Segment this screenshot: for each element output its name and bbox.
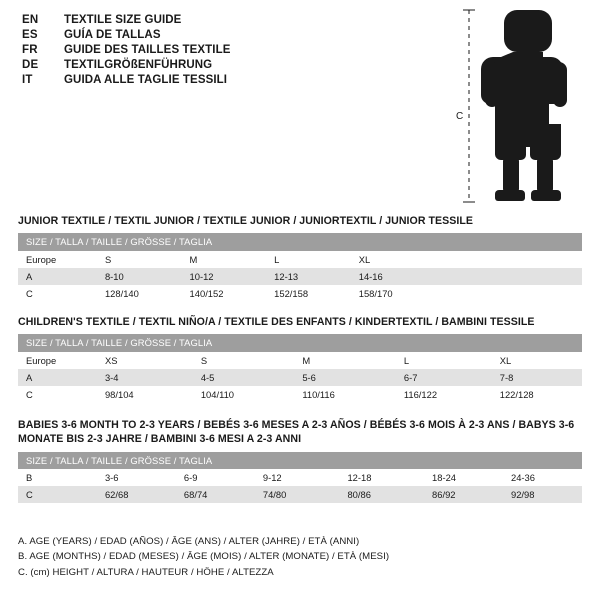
cell: 3-6 (97, 469, 176, 486)
cell: 140/152 (182, 285, 267, 302)
table-row (18, 469, 582, 486)
table-row (18, 386, 582, 403)
cell: 116/122 (396, 386, 492, 403)
cell: 12-13 (266, 268, 351, 285)
cell: 5-6 (294, 369, 396, 386)
size-table-children (18, 334, 582, 403)
cell: 158/170 (351, 285, 436, 302)
section-children-textile (18, 315, 582, 403)
cell: 14-16 (351, 268, 436, 285)
row-label: C (18, 285, 97, 302)
table-header-row (18, 452, 582, 469)
table-row (18, 369, 582, 386)
cell: 80/86 (339, 486, 424, 503)
table-header-label: SIZE / TALLA / TAILLE / GRÖSSE / TAGLIA (18, 334, 582, 351)
cell: 9-12 (255, 469, 340, 486)
cell: 6-7 (396, 369, 492, 386)
cell-empty (435, 285, 582, 302)
header-title-it: GUIDA ALLE TAGLIE TESSILI (64, 74, 228, 86)
header-row (22, 44, 442, 56)
cell: XS (97, 352, 193, 369)
cell: 92/98 (503, 486, 582, 503)
table-header-row (18, 334, 582, 351)
table-row (18, 352, 582, 369)
cell: 74/80 (255, 486, 340, 503)
header-lang-code: EN (22, 14, 39, 26)
row-label: Europe (18, 352, 97, 369)
row-label: C (18, 386, 97, 403)
cell: 3-4 (97, 369, 193, 386)
header-title-fr: GUIDE DES TAILLES TEXTILE (64, 44, 231, 56)
row-label: Europe (18, 251, 97, 268)
section-title: BABIES 3-6 MONTH TO 2-3 YEARS / BEBÉS 3-6 MESES A 2-3 AÑOS / BÉBÉS 3-6 MOIS À 2-3 ANS / BABYS 3-6 MONATE BIS 2-3 JAHRE / BAMBINI 3-6 MESI A 2-3 ANNI (18, 419, 575, 446)
header-lang-code: DE (22, 59, 39, 71)
cell: 10-12 (182, 268, 267, 285)
row-label: A (18, 268, 97, 285)
header-row (22, 14, 442, 26)
footnote-height: C. (cm) HEIGHT / ALTURA / HAUTEUR / HÖHE / ALTEZZA (18, 566, 274, 578)
cell: 128/140 (97, 285, 182, 302)
row-label: B (18, 469, 97, 486)
header-row (22, 59, 442, 71)
cell: 104/110 (193, 386, 295, 403)
section-junior-textile (18, 214, 582, 302)
cell: 98/104 (97, 386, 193, 403)
header-lang-code: ES (22, 29, 38, 41)
header-lang-code: IT (22, 74, 33, 86)
cell: M (182, 251, 267, 268)
figure-height-label: C (456, 111, 464, 122)
section-title: CHILDREN'S TEXTILE / TEXTIL NIÑO/A / TEXTILE DES ENFANTS / KINDERTEXTIL / BAMBINI TESSILE (18, 316, 535, 328)
table-header-label: SIZE / TALLA / TAILLE / GRÖSSE / TAGLIA (18, 452, 582, 469)
cell: S (193, 352, 295, 369)
cell: 24-36 (503, 469, 582, 486)
cell: XL (351, 251, 436, 268)
header-lang-code: FR (22, 44, 38, 56)
cell: 18-24 (424, 469, 503, 486)
section-babies-textile (18, 418, 582, 503)
table-row (18, 251, 582, 268)
cell: 152/158 (266, 285, 351, 302)
cell: L (396, 352, 492, 369)
cell: 62/68 (97, 486, 176, 503)
cell: 68/74 (176, 486, 255, 503)
table-row (18, 285, 582, 302)
cell: L (266, 251, 351, 268)
footnote-age-months: B. AGE (MONTHS) / EDAD (MESES) / ÂGE (MOIS) / ALTER (MONATE) / ETÀ (MESI) (18, 551, 390, 563)
table-header-row (18, 233, 582, 250)
header-row (22, 74, 442, 86)
cell: 86/92 (424, 486, 503, 503)
table-row (18, 486, 582, 503)
section-title: JUNIOR TEXTILE / TEXTIL JUNIOR / TEXTILE JUNIOR / JUNIORTEXTIL / JUNIOR TESSILE (18, 215, 474, 227)
row-label: A (18, 369, 97, 386)
size-table-junior (18, 233, 582, 302)
cell: 6-9 (176, 469, 255, 486)
cell: 122/128 (492, 386, 582, 403)
footnote-age-years: A. AGE (YEARS) / EDAD (AÑOS) / ÂGE (ANS) / ALTER (JAHRE) / ETÀ (ANNI) (18, 536, 360, 547)
header-title-es: GUÍA DE TALLAS (64, 29, 161, 41)
row-label: C (18, 486, 97, 503)
cell: 7-8 (492, 369, 582, 386)
header-title-en: TEXTILE SIZE GUIDE (64, 14, 182, 26)
cell: 4-5 (193, 369, 295, 386)
size-table-babies (18, 452, 582, 504)
cell: S (97, 251, 182, 268)
table-row (18, 268, 582, 285)
cell: 110/116 (294, 386, 396, 403)
cell: 12-18 (339, 469, 424, 486)
header-row (22, 29, 442, 41)
table-header-label: SIZE / TALLA / TAILLE / GRÖSSE / TAGLIA (18, 233, 582, 250)
cell: M (294, 352, 396, 369)
cell-empty (435, 268, 582, 285)
footnotes-block (18, 534, 582, 580)
cell: 8-10 (97, 268, 182, 285)
cell: XL (492, 352, 582, 369)
header-block (22, 14, 442, 89)
toddler-silhouette-icon (455, 6, 585, 206)
header-title-de: TEXTILGRÖßENFÜHRUNG (64, 59, 213, 71)
cell-empty (435, 251, 582, 268)
measurement-figure (455, 6, 585, 206)
